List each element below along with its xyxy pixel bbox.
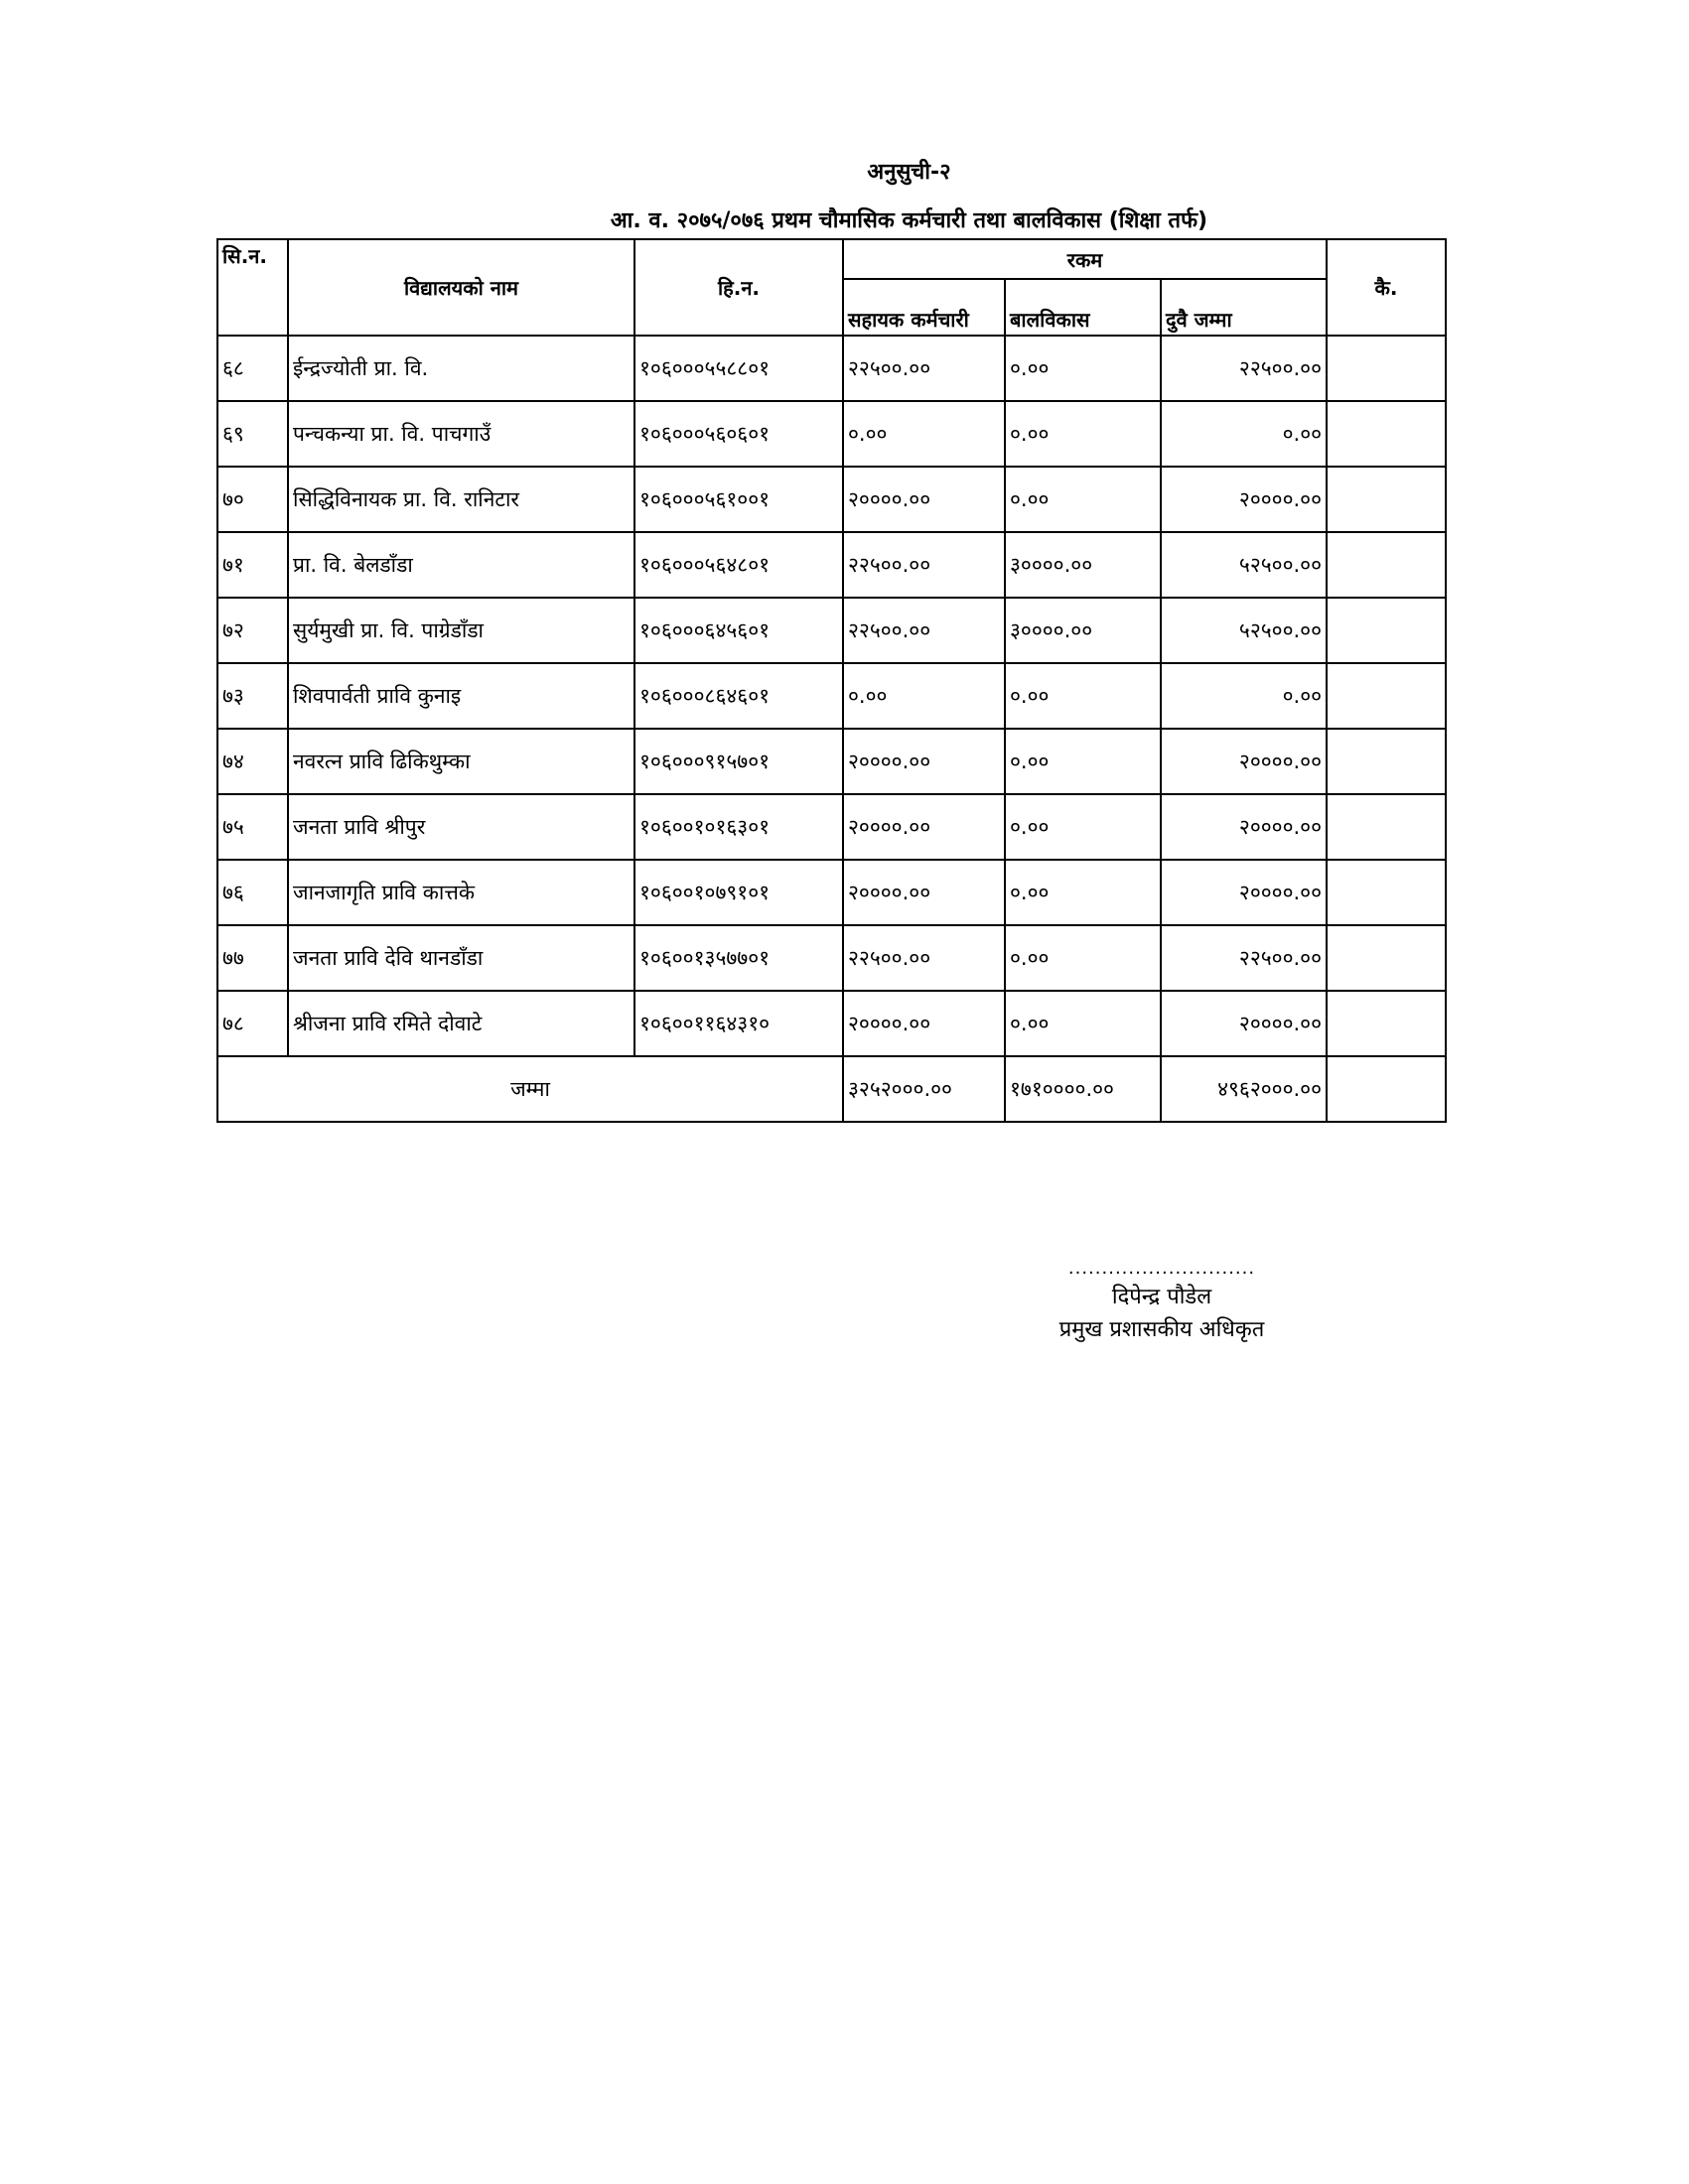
cell-assistant-staff: २००००.०० — [843, 991, 1005, 1056]
cell-assistant-staff: २००००.०० — [843, 729, 1005, 794]
cell-school-name: जनता प्रावि देवि थानडाँडा — [288, 925, 634, 991]
cell-child-development: ०.०० — [1005, 794, 1161, 860]
header-assistant-staff: सहायक कर्मचारी — [843, 279, 1005, 336]
cell-both-total: ५२५००.०० — [1161, 598, 1327, 663]
cell-both-total: २००००.०० — [1161, 860, 1327, 925]
signature-block — [1023, 1257, 1301, 1346]
cell-sn: ७६ — [217, 860, 288, 925]
table-row — [217, 729, 1446, 794]
cell-remarks — [1327, 925, 1446, 991]
cell-assistant-staff: २२५००.०० — [843, 336, 1005, 401]
cell-assistant-staff: २२५००.०० — [843, 925, 1005, 991]
cell-school-name: सुर्यमुखी प्रा. वि. पाग्रेडाँडा — [288, 598, 634, 663]
header-remarks: कै. — [1327, 239, 1446, 336]
cell-child-development: ०.०० — [1005, 401, 1161, 467]
cell-both-total: २००००.०० — [1161, 991, 1327, 1056]
cell-assistant-staff: ०.०० — [843, 663, 1005, 729]
cell-remarks — [1327, 663, 1446, 729]
school-allocation-table — [216, 238, 1447, 1123]
cell-child-development: ३००००.०० — [1005, 532, 1161, 598]
cell-sn: ७८ — [217, 991, 288, 1056]
cell-assistant-staff: २००००.०० — [843, 860, 1005, 925]
header-sn: सि.न. — [217, 239, 288, 336]
schedule-title: अनुसुची-२ — [867, 160, 951, 185]
cell-remarks — [1327, 860, 1446, 925]
cell-account-no: १०६०००८६४६०१ — [634, 663, 843, 729]
cell-both-total: २००००.०० — [1161, 729, 1327, 794]
table-row — [217, 532, 1446, 598]
cell-both-total: २२५००.०० — [1161, 336, 1327, 401]
signatory-name: दिपेन्द्र पौडेल — [1111, 1285, 1212, 1309]
table-row — [217, 598, 1446, 663]
cell-both-total: ०.०० — [1161, 663, 1327, 729]
cell-child-development: ०.०० — [1005, 336, 1161, 401]
cell-child-development: ०.०० — [1005, 663, 1161, 729]
cell-child-development: ०.०० — [1005, 860, 1161, 925]
table-row — [217, 794, 1446, 860]
cell-both-total: २००००.०० — [1161, 467, 1327, 532]
totals-row — [217, 1056, 1446, 1122]
total-child-development: १७१००००.०० — [1005, 1056, 1161, 1122]
cell-both-total: ५२५००.०० — [1161, 532, 1327, 598]
cell-both-total: २००००.०० — [1161, 794, 1327, 860]
signature-line: ............................ — [1067, 1258, 1256, 1279]
cell-school-name: सिद्धिविनायक प्रा. वि. रानिटार — [288, 467, 634, 532]
cell-remarks — [1327, 532, 1446, 598]
header-amount: रकम — [843, 239, 1327, 279]
cell-sn: ६८ — [217, 336, 288, 401]
cell-school-name: पन्चकन्या प्रा. वि. पाचगाउँ — [288, 401, 634, 467]
cell-account-no: १०६००१०७९१०१ — [634, 860, 843, 925]
header-school-name: विद्यालयको नाम — [288, 239, 634, 336]
signatory-designation: प्रमुख प्रशासकीय अधिकृत — [1058, 1317, 1265, 1342]
table-row — [217, 925, 1446, 991]
cell-account-no: १०६०००६४५६०१ — [634, 598, 843, 663]
cell-child-development: ०.०० — [1005, 729, 1161, 794]
cell-account-no: १०६००११६४३१० — [634, 991, 843, 1056]
cell-both-total: २२५००.०० — [1161, 925, 1327, 991]
cell-assistant-staff: २२५००.०० — [843, 532, 1005, 598]
cell-remarks — [1327, 467, 1446, 532]
cell-sn: ७३ — [217, 663, 288, 729]
cell-assistant-staff: २००००.०० — [843, 467, 1005, 532]
cell-account-no: १०६०००५५८८०१ — [634, 336, 843, 401]
cell-sn: ७० — [217, 467, 288, 532]
cell-remarks — [1327, 991, 1446, 1056]
cell-assistant-staff: ०.०० — [843, 401, 1005, 467]
cell-school-name: श्रीजना प्रावि रमिते दोवाटे — [288, 991, 634, 1056]
cell-school-name: जानजागृति प्रावि कात्तके — [288, 860, 634, 925]
cell-sn: ७१ — [217, 532, 288, 598]
cell-sn: ७४ — [217, 729, 288, 794]
cell-sn: ७२ — [217, 598, 288, 663]
cell-account-no: १०६०००९१५७०१ — [634, 729, 843, 794]
cell-school-name: जनता प्रावि श्रीपुर — [288, 794, 634, 860]
cell-assistant-staff: २००००.०० — [843, 794, 1005, 860]
cell-school-name: प्रा. वि. बेलडाँडा — [288, 532, 634, 598]
cell-sn: ६९ — [217, 401, 288, 467]
cell-account-no: १०६००१३५७७०१ — [634, 925, 843, 991]
header-both-total: दुवै जम्मा — [1161, 279, 1327, 336]
table-row — [217, 401, 1446, 467]
cell-account-no: १०६०००५६०६०१ — [634, 401, 843, 467]
header-child-development: बालविकास — [1005, 279, 1161, 336]
cell-assistant-staff: २२५००.०० — [843, 598, 1005, 663]
cell-child-development: ३००००.०० — [1005, 598, 1161, 663]
cell-remarks — [1327, 336, 1446, 401]
cell-account-no: १०६०००५६१००१ — [634, 467, 843, 532]
header-account-no: हि.न. — [634, 239, 843, 336]
cell-school-name: नवरत्न प्रावि ढिकिथुम्का — [288, 729, 634, 794]
total-both: ४९६२०००.०० — [1161, 1056, 1327, 1122]
report-title: आ. व. २०७५/०७६ प्रथम चौमासिक कर्मचारी तथा बालविकास (शिक्षा तर्फ) — [610, 208, 1208, 233]
table-row — [217, 991, 1446, 1056]
totals-label: जम्मा — [217, 1056, 843, 1122]
cell-child-development: ०.०० — [1005, 925, 1161, 991]
table-row — [217, 336, 1446, 401]
cell-sn: ७७ — [217, 925, 288, 991]
table-row — [217, 663, 1446, 729]
total-remarks — [1327, 1056, 1446, 1122]
cell-school-name: ईन्द्रज्योती प्रा. वि. — [288, 336, 634, 401]
cell-child-development: ०.०० — [1005, 467, 1161, 532]
table-row — [217, 467, 1446, 532]
cell-sn: ७५ — [217, 794, 288, 860]
cell-remarks — [1327, 794, 1446, 860]
table-row — [217, 860, 1446, 925]
cell-child-development: ०.०० — [1005, 991, 1161, 1056]
cell-account-no: १०६००१०१६३०१ — [634, 794, 843, 860]
total-assistant-staff: ३२५२०००.०० — [843, 1056, 1005, 1122]
cell-account-no: १०६०००५६४८०१ — [634, 532, 843, 598]
cell-both-total: ०.०० — [1161, 401, 1327, 467]
cell-remarks — [1327, 598, 1446, 663]
cell-remarks — [1327, 729, 1446, 794]
cell-remarks — [1327, 401, 1446, 467]
cell-school-name: शिवपार्वती प्रावि कुनाइ — [288, 663, 634, 729]
